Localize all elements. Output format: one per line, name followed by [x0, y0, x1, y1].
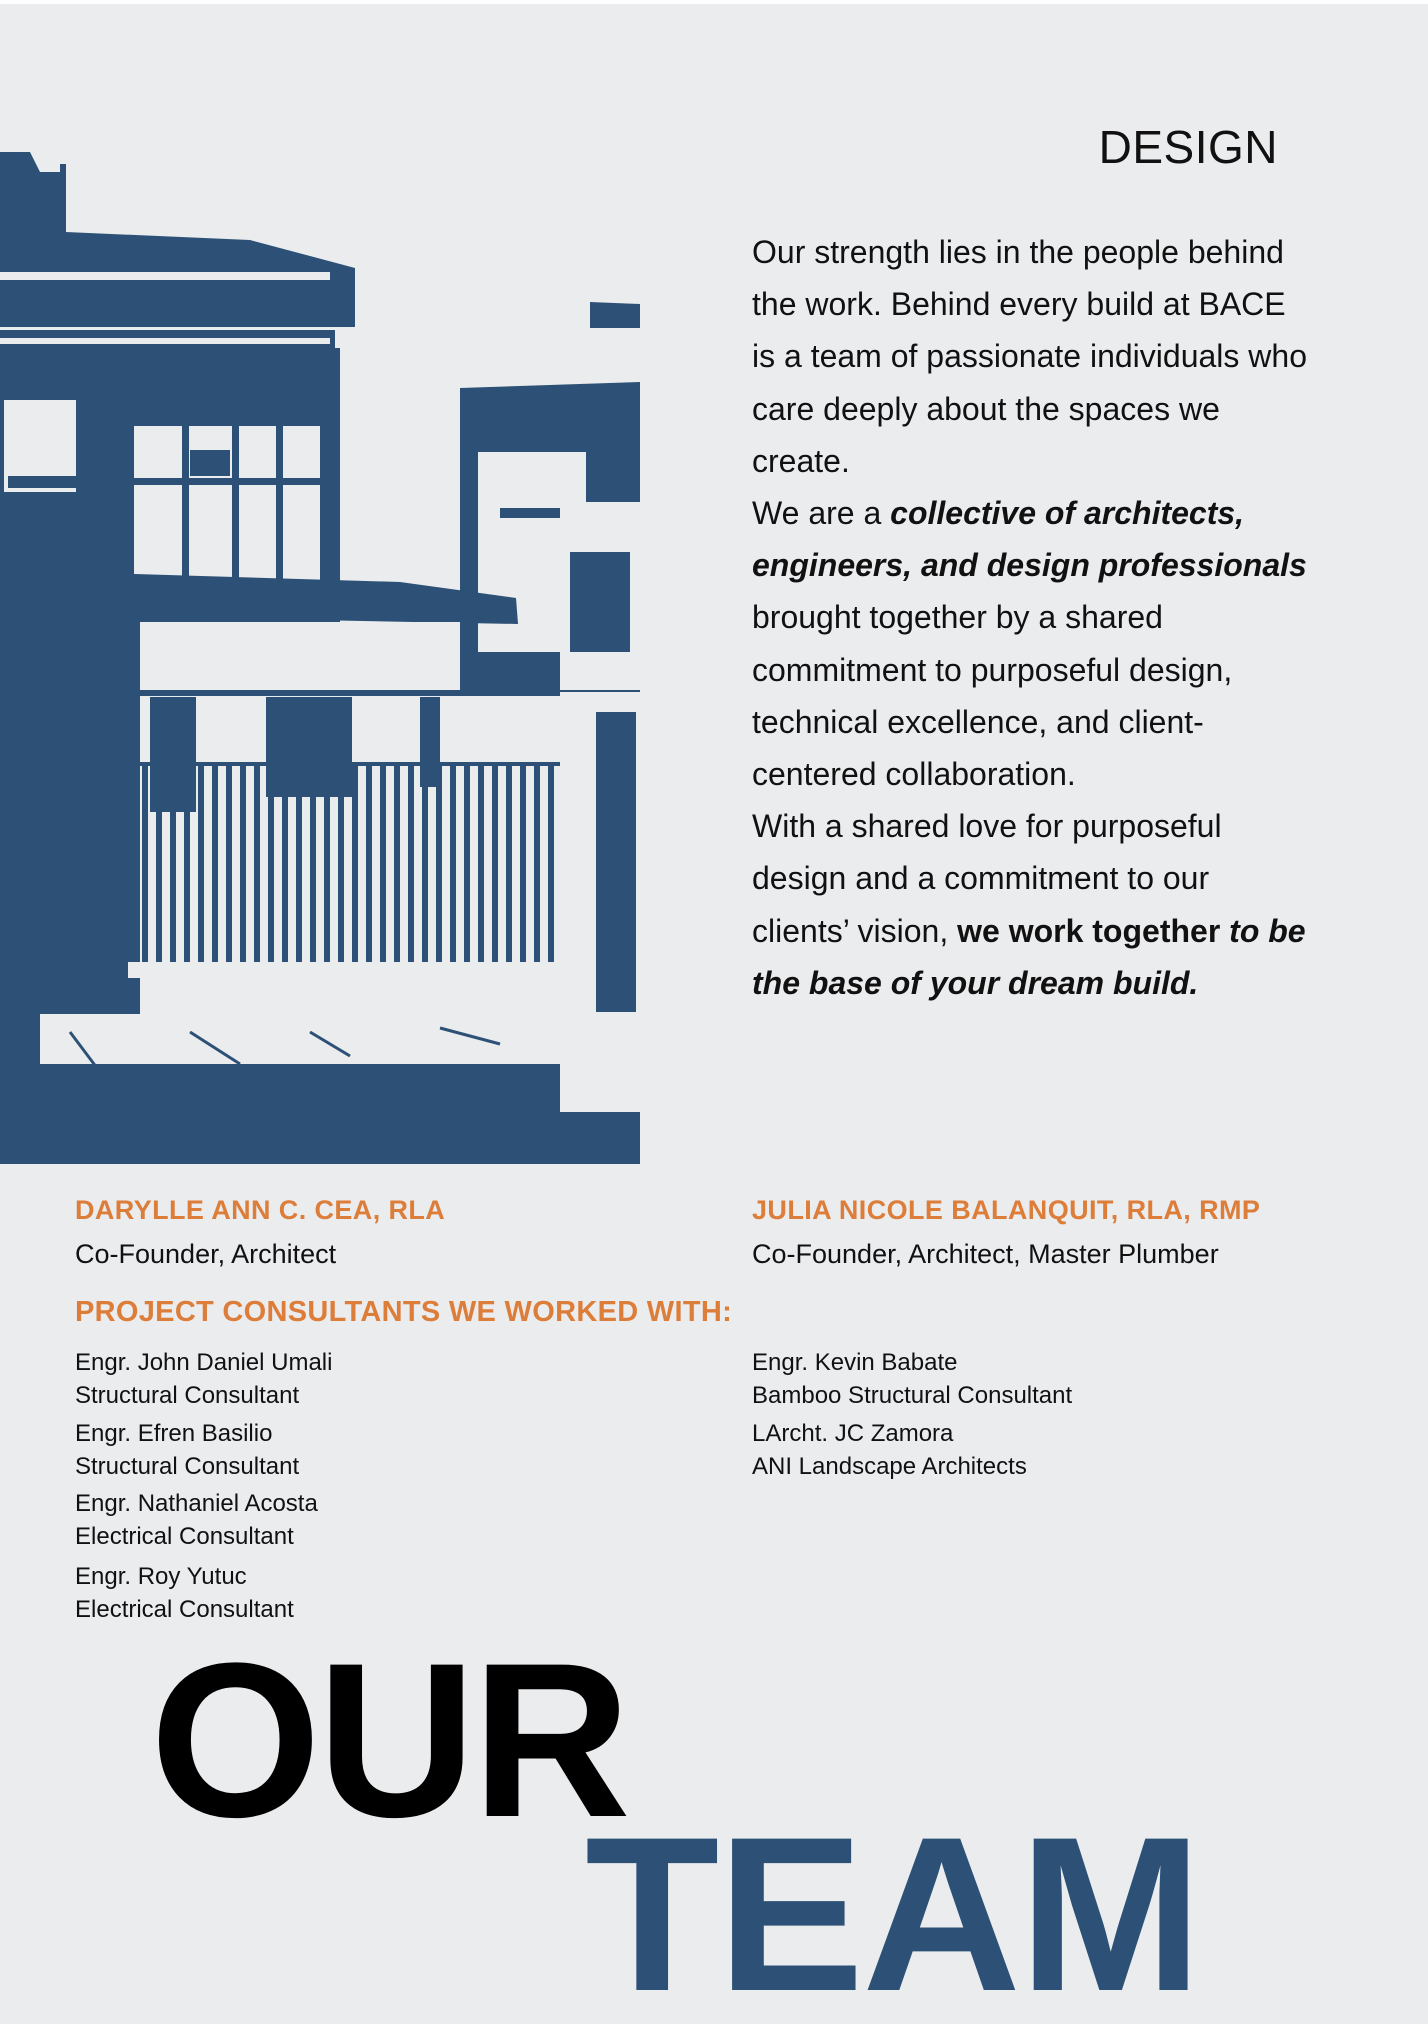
consultant-role: Structural Consultant — [75, 1453, 300, 1480]
intro-paragraph-2-lead: We are a — [752, 495, 891, 532]
consultant-name: Engr. Roy Yutuc — [75, 1563, 247, 1590]
intro-paragraph-1: Our strength lies in the people behind the work. Behind every build at BACE is a team of passionate individuals who care deeply about the spaces we create. — [752, 234, 1307, 479]
founder-card — [752, 1190, 1260, 1274]
consultant-entry — [752, 1417, 1272, 1483]
consultants-list-right — [752, 1346, 1272, 1483]
intro-paragraph-3-emphasis: to be the base of your dream build. — [752, 912, 1306, 1001]
consultant-entry — [75, 1487, 595, 1553]
founder-name: JULIA NICOLE BALANQUIT, RLA, RMP — [752, 1195, 1261, 1225]
founder-card — [75, 1190, 445, 1274]
consultants-heading: PROJECT CONSULTANTS WE WORKED WITH: — [75, 1296, 733, 1328]
consultant-role: Structural Consultant — [75, 1382, 300, 1409]
founder-role: Co-Founder, Architect — [75, 1239, 337, 1269]
intro-paragraph-3-strong: we work together — [957, 912, 1230, 949]
consultant-role: Electrical Consultant — [75, 1523, 294, 1550]
intro-paragraph-3-lead: With a shared love for purposeful design and a commitment to our clients’ vision, — [752, 808, 1222, 949]
intro-paragraph-2 — [752, 487, 1312, 800]
consultant-entry — [752, 1346, 1272, 1412]
intro-paragraph-2-tail: brought together by a shared commitment to purposeful design, technical excellence, and client-centered collaboration. — [752, 599, 1233, 793]
consultant-role: ANI Landscape Architects — [752, 1453, 1027, 1480]
consultant-name: Engr. Kevin Babate — [752, 1349, 958, 1376]
consultant-role: Bamboo Structural Consultant — [752, 1382, 1073, 1409]
consultant-role: Electrical Consultant — [75, 1596, 294, 1623]
consultant-name: Engr. Efren Basilio — [75, 1420, 273, 1447]
consultant-name: LArcht. JC Zamora — [752, 1420, 954, 1447]
consultants-list-left — [75, 1346, 595, 1626]
founder-role: Co-Founder, Architect, Master Plumber — [752, 1239, 1219, 1269]
founder-name: DARYLLE ANN C. CEA, RLA — [75, 1195, 446, 1225]
house-illustration — [0, 152, 640, 1164]
intro-text — [752, 226, 1312, 1009]
title-team: TEAM — [585, 1791, 1201, 2024]
consultant-name: Engr. John Daniel Umali — [75, 1349, 333, 1376]
page — [0, 4, 1428, 2024]
intro-paragraph-2-emphasis: collective of architects, engineers, and design professionals — [752, 495, 1307, 584]
consultant-entry — [75, 1346, 595, 1412]
consultant-name: Engr. Nathaniel Acosta — [75, 1490, 318, 1517]
section-label: DESIGN — [1098, 121, 1278, 173]
intro-paragraph-3 — [752, 800, 1312, 1009]
title-our: OUR — [150, 1617, 627, 1863]
consultant-entry — [75, 1417, 595, 1483]
